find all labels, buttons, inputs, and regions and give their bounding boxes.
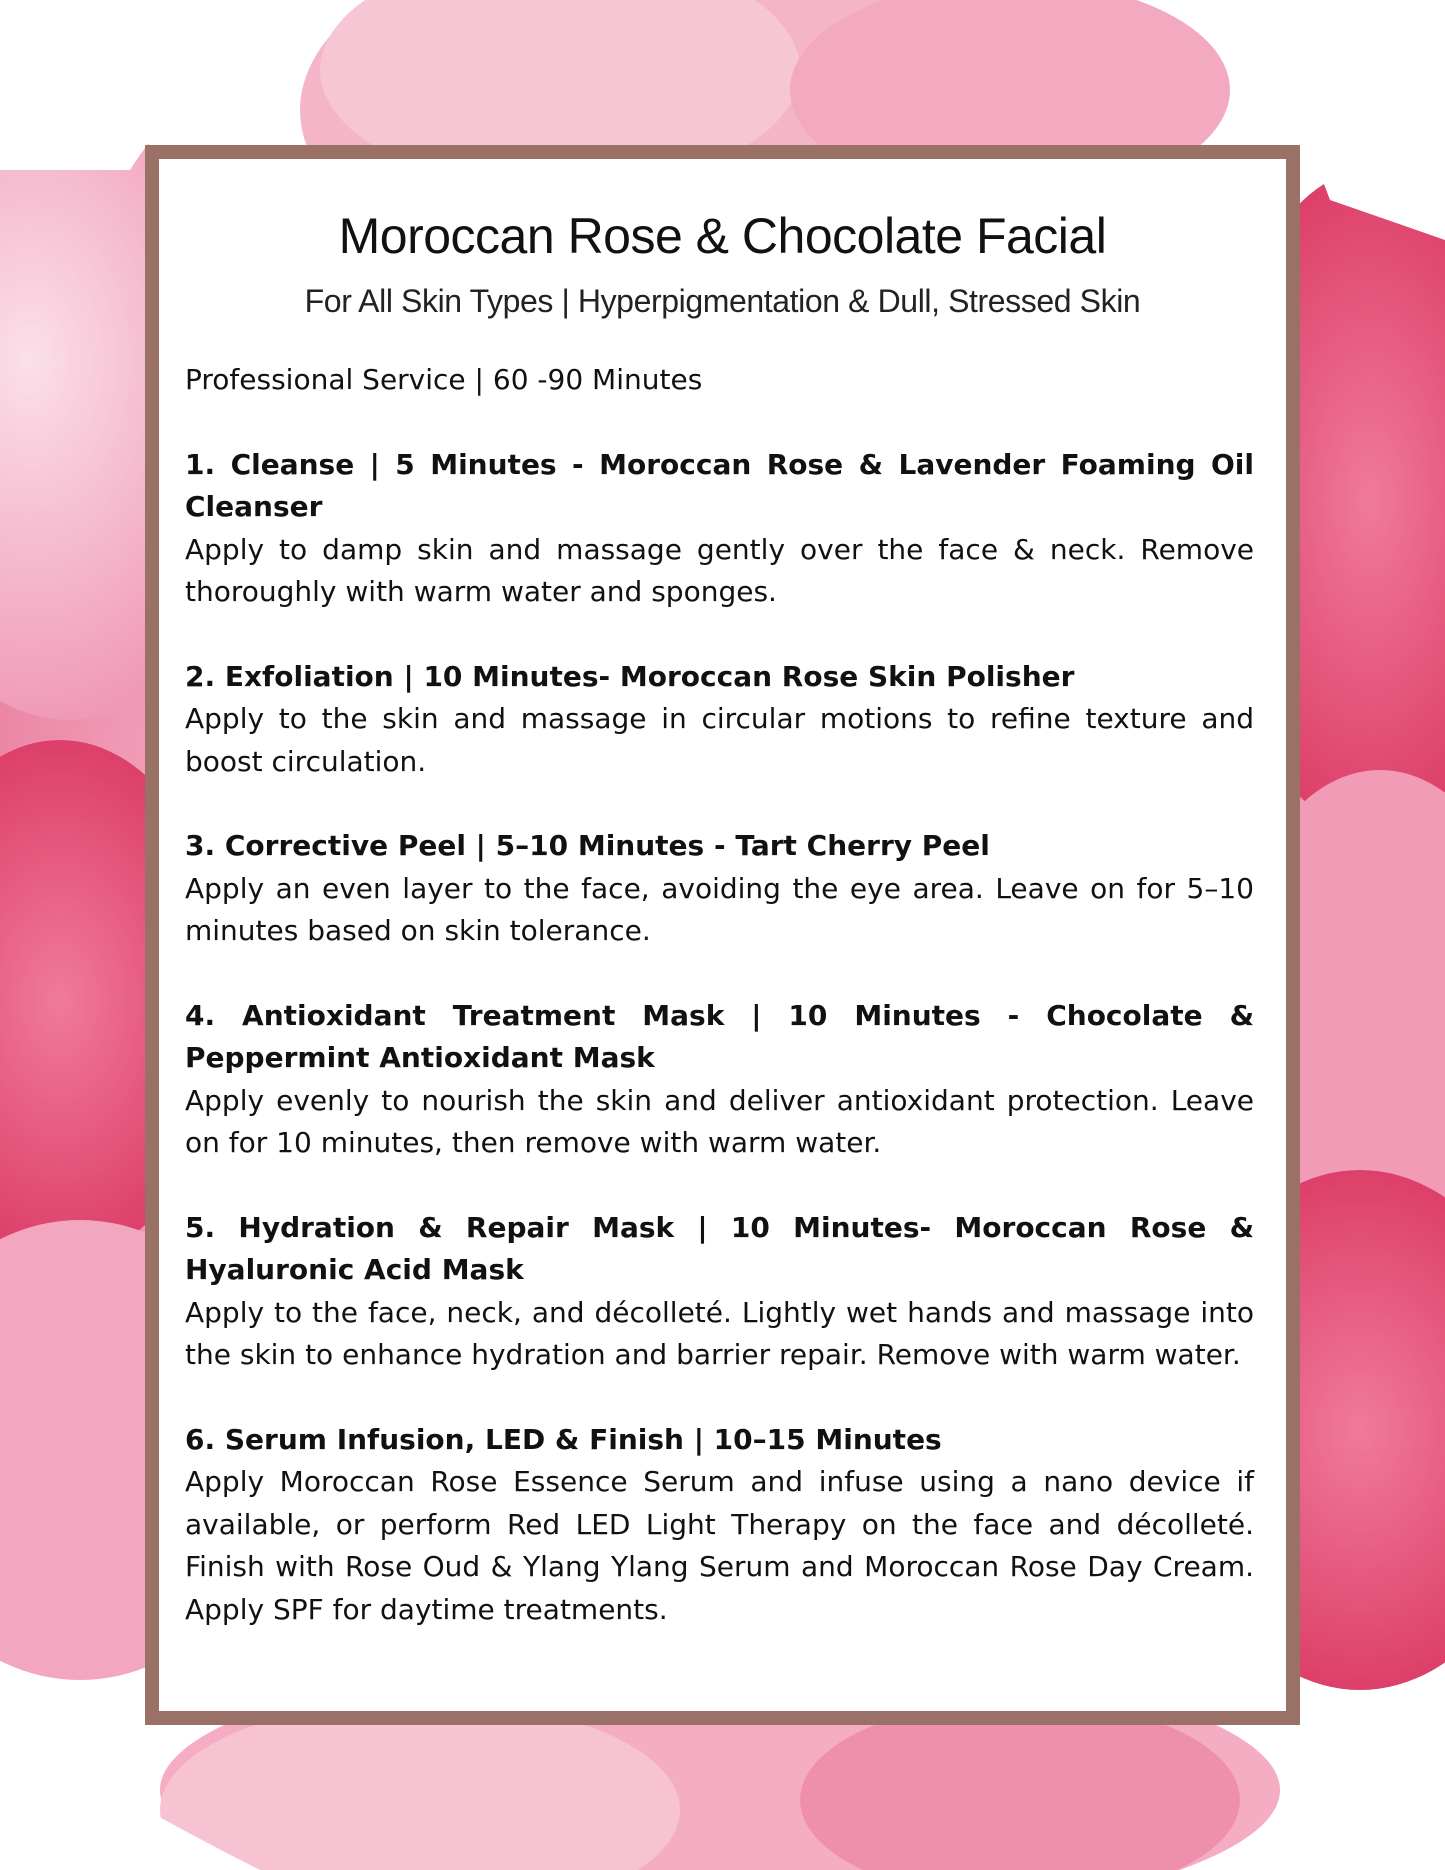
protocol-content — [185, 359, 1254, 1673]
step-heading: 2. Exfoliation | 10 Minutes- Moroccan Rose Skin Polisher — [185, 659, 1075, 693]
facial-protocol-card — [145, 145, 1300, 1725]
step-heading: 5. Hydration & Repair Mask | 10 Minutes- Moroccan Rose & Hyaluronic Acid Mask — [185, 1210, 1254, 1286]
step-corrective-peel — [185, 825, 1254, 953]
page-subtitle: For All Skin Types | Hyperpigmentation & Dull, Stressed Skin — [304, 283, 1141, 319]
step-instructions: Apply to the face, neck, and décolleté. Lightly wet hands and massage into the skin to enhance hydration and barrier repair. Remove with warm water. — [185, 1295, 1254, 1371]
step-instructions: Apply evenly to nourish the skin and deliver antioxidant protection. Leave on for 10 minutes, then remove with warm water. — [185, 1083, 1254, 1159]
step-antioxidant-mask — [185, 995, 1254, 1165]
service-duration: Professional Service | 60 -90 Minutes — [185, 363, 703, 396]
step-heading: 1. Cleanse | 5 Minutes - Moroccan Rose & Lavender Foaming Oil Cleanser — [185, 447, 1254, 523]
step-instructions: Apply Moroccan Rose Essence Serum and infuse using a nano device if available, or perform Red LED Light Therapy on the face and décolleté. Finish with Rose Oud & Ylang Ylang Serum and Moroccan Rose Day Cream. Apply SPF for daytime treatments. — [185, 1465, 1254, 1626]
step-heading: 6. Serum Infusion, LED & Finish | 10–15 Minutes — [185, 1422, 942, 1456]
step-instructions: Apply to the skin and massage in circular motions to refine texture and boost circulation. — [185, 702, 1254, 778]
step-instructions: Apply an even layer to the face, avoiding the eye area. Leave on for 5–10 minutes based on skin tolerance. — [185, 871, 1254, 947]
step-serum-led-finish — [185, 1419, 1254, 1632]
step-exfoliation — [185, 656, 1254, 784]
page-title: Moroccan Rose & Chocolate Facial — [338, 208, 1107, 264]
step-hydration-mask — [185, 1207, 1254, 1377]
step-heading: 3. Corrective Peel | 5–10 Minutes - Tart Cherry Peel — [185, 829, 990, 862]
step-heading: 4. Antioxidant Treatment Mask | 10 Minutes - Chocolate & Peppermint Antioxidant Mask — [185, 998, 1254, 1074]
step-instructions: Apply to damp skin and massage gently over the face & neck. Remove thoroughly with warm water and sponges. — [185, 532, 1254, 608]
step-cleanse — [185, 444, 1254, 614]
